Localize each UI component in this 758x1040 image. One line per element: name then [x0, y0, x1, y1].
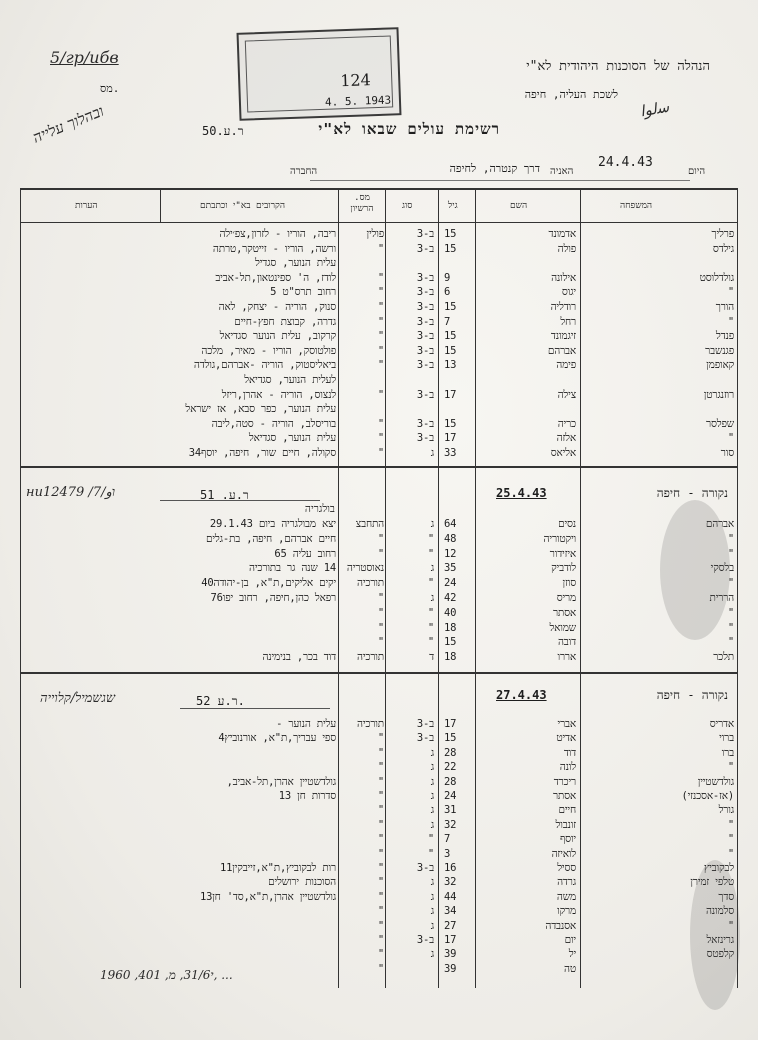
sec1-row-cell-cert: ": [377, 330, 384, 343]
sec2-row-cell-family: ": [727, 577, 734, 590]
sec3-row-cell-age: 39: [444, 962, 457, 975]
sec2-row-cell-type: ": [427, 606, 434, 619]
sec2-row-cell-age: 42: [444, 592, 457, 604]
sec3-row-cell-name: משה: [556, 890, 576, 903]
sec1-row-cell-rel: גדרה, קבוצת חפץ-חיים: [234, 315, 336, 328]
sec1-row-cell-rel: ביאליסטוק, הוריה -אברהם,גולדה: [193, 359, 336, 372]
sec3-row-cell-family: ברו: [721, 746, 734, 759]
sec3-row-cell-type: ג: [430, 919, 434, 932]
sec2-row-cell-cert: נאוסטריה: [346, 562, 384, 575]
sec3-row-cell-age: 28: [444, 775, 457, 788]
sec1-row-cell-family: ": [727, 315, 734, 328]
sec1-row-cell-name: פולה: [557, 242, 576, 255]
sec1-row-cell-rel: לעלית הנוער, סגדיאל: [244, 374, 336, 386]
sec2-row-cell-cert: ": [377, 532, 384, 545]
sec3-row-cell-type: ג: [430, 890, 434, 903]
sec3-row-cell-name: ריכרד: [553, 775, 576, 788]
sec3-row-cell-name: אברי: [557, 718, 576, 730]
sec1-row-cell-age: 33: [444, 447, 457, 459]
sec3-row-cell-rel: סדרות חן 13: [278, 790, 336, 802]
sec2-row-cell-cert: ": [377, 636, 384, 649]
sec3-row-cell-age: 16: [444, 862, 457, 874]
sec1-row-cell-cert: ": [377, 417, 384, 430]
sec3-row-cell-age: 39: [444, 948, 457, 961]
sec2-row-cell-cert: ": [377, 547, 384, 560]
sec3-row-cell-age: 22: [444, 761, 457, 774]
sec1-row-cell-rel: סנוק, הוריה - יצחק, לאה: [218, 301, 336, 313]
sec3-row-cell-name: טה: [564, 962, 576, 975]
sec1-row-cell-cert: ": [377, 242, 384, 255]
sec2-row-cell-type: ": [427, 577, 434, 590]
sec2-row-cell-age: 18: [444, 621, 457, 634]
sec3-row-cell-cert: ": [377, 746, 384, 759]
sec3-row-cell-cert: ": [377, 818, 384, 831]
section-divider-1: [20, 466, 738, 468]
col-header-cert: מס. הרשיון: [350, 193, 374, 214]
sec1-row-cell-cert: ": [377, 432, 384, 445]
sec2-row-cell-name: מריס: [556, 592, 576, 604]
sec3-row-cell-type: ב-3: [416, 862, 434, 874]
scan-stain: [690, 860, 740, 1010]
section-3-form-number: ר.ע 52.: [196, 694, 245, 708]
sec1-row-cell-family: גולדלוסט: [699, 271, 734, 284]
sec3-row-cell-family: סדך: [718, 890, 734, 903]
sec2-row-cell-name: שמואל: [549, 621, 576, 634]
sec2-row-cell-family: אברהם: [705, 518, 734, 530]
sec2-row-cell-type: ג: [430, 518, 434, 530]
sec3-row-cell-cert: ": [377, 775, 384, 788]
sec3-row-cell-age: 44: [444, 890, 457, 903]
sec3-row-cell-family: ברוי: [719, 732, 734, 745]
sec1-row-cell-family: פרליך: [711, 228, 734, 240]
sec1-row-cell-rel: לנצוס, הוריה - אהרן,ריזל: [221, 388, 336, 401]
sec1-row-cell-cert: ": [377, 388, 384, 401]
sec1-row-cell-name: אדמונד: [548, 228, 576, 240]
sec3-row-cell-cert: ": [377, 948, 384, 961]
sec2-row-cell-rel: דוד בכר, בנימינה: [262, 651, 336, 664]
sec3-row-cell-rel: גולדשטיין אהרן,ת"א,סד' חן13: [199, 890, 336, 903]
sec3-row-cell-name: דוד: [563, 746, 576, 759]
sec3-row-cell-type: ג: [430, 804, 434, 817]
sec2-row-cell-family: ": [727, 606, 734, 619]
sec2-row-cell-age: 12: [444, 547, 457, 560]
sec3-row-cell-type: ג: [430, 746, 434, 759]
table-top-border: [20, 188, 738, 190]
sec2-row-cell-cert: תורכיה: [357, 651, 384, 664]
sec2-row-cell-family: הררית: [709, 592, 734, 604]
department-name: לשכת העליה, חיפה: [524, 88, 618, 101]
sec2-row-cell-type: ": [427, 636, 434, 649]
file-reference: 5/гр/ибв: [50, 48, 119, 67]
sec2-row-cell-cert: ": [377, 621, 384, 634]
sec1-row-cell-type: ב-3: [416, 417, 434, 430]
sec3-row-cell-rel: עלית הנוער -: [276, 718, 336, 730]
sec3-row-cell-cert: ": [377, 862, 384, 874]
sec1-row-cell-type: ב-3: [416, 388, 434, 401]
sec1-row-cell-cert: ": [377, 315, 384, 328]
sec3-row-cell-cert: ": [377, 804, 384, 817]
stamp-number: 124: [339, 70, 372, 91]
sec3-row-cell-rel: הסוכנות ירושלים: [268, 876, 336, 889]
sec1-row-cell-rel: סקולה, חיים שור, חיפה, יוסף34: [188, 447, 336, 459]
sec3-row-cell-age: 31: [444, 804, 457, 817]
sec1-row-cell-rel: רחוב תרס"ט 5: [270, 286, 336, 299]
sec1-row-cell-type: ב-3: [416, 242, 434, 255]
ship-value: דרך קנטרה, לחיפה: [449, 162, 540, 175]
form-title: רשימת עולים שבאו לא"י: [318, 120, 500, 138]
sec1-row-cell-rel: עלית הנוער, כפר סבא, אז ישראל: [185, 403, 336, 416]
sec2-row-cell-family: ": [727, 532, 734, 545]
sec3-row-cell-family: ": [727, 761, 734, 774]
sec1-row-cell-name: פימה: [556, 359, 576, 372]
sec2-row-cell-name: נסים: [558, 518, 576, 530]
sec2-row-cell-name: אסתר: [552, 606, 576, 619]
sec1-row-cell-age: 15: [444, 417, 457, 430]
sec3-row-cell-type: ג: [430, 775, 434, 788]
sec3-row-cell-family: ": [727, 847, 734, 860]
sec1-row-cell-name: יגוס: [561, 286, 576, 299]
sec1-row-cell-name: כריה: [557, 417, 576, 430]
sec3-row-cell-cert: ": [377, 847, 384, 860]
sec2-row-cell-family: תלכר: [713, 651, 734, 664]
table-header-border: [20, 222, 738, 223]
sec1-row-cell-rel: קרקוב, עלית הנוער סגדיאל: [219, 330, 336, 343]
sec1-row-cell-type: ב-3: [416, 286, 434, 299]
sec1-row-cell-age: 15: [444, 344, 457, 357]
scan-stain: [660, 500, 730, 640]
stamp-date: 4. 5. 1943: [324, 93, 392, 109]
sec1-row-cell-age: 6: [444, 286, 451, 299]
handwritten-note: ובהלוך עלייה: [30, 101, 107, 147]
sec1-row-cell-family: פגנשבר: [705, 344, 734, 357]
sec1-row-cell-type: ב-3: [416, 301, 434, 313]
sec1-row-cell-age: 7: [444, 315, 451, 328]
sec1-row-cell-family: ": [727, 432, 734, 445]
sec3-row-cell-cert: ": [377, 934, 384, 946]
sec1-row-cell-family: שפלסר: [706, 417, 734, 430]
sec2-row-cell-age: 48: [444, 532, 457, 545]
sec1-row-cell-rel: לודז, ה' ספינטאון,תל-אביב: [215, 271, 336, 284]
sec1-row-cell-name: אלזה: [556, 432, 576, 445]
sec3-row-cell-family: טלפי זמירן: [690, 876, 734, 889]
sec2-row-cell-rel: 14 שנה גר בתורכיה: [249, 562, 336, 575]
section-3-date: 27.4.43: [496, 688, 547, 702]
sec1-row-cell-rel: ריבה, הוריו - לזרון,צפ׳ילה: [219, 228, 336, 240]
sec1-row-cell-rel: עלית הנוער, סגדיאל: [248, 432, 336, 445]
sec3-row-cell-name: לונה: [559, 761, 576, 774]
date-value: 24.4.43: [598, 155, 653, 170]
sec2-row-cell-age: 24: [444, 577, 457, 590]
sec1-row-cell-name: רודליה: [550, 301, 576, 313]
sec2-row-cell-name: סוזן: [562, 577, 576, 590]
col-header-relatives: הקרובים בא"י וכתבתם: [200, 201, 286, 211]
sec3-row-cell-cert: ": [377, 876, 384, 889]
section-3-handwritten-ref: שגשמיל/קלוייה: [40, 691, 116, 706]
sec3-row-cell-family: ": [727, 919, 734, 932]
sec3-row-cell-name: לואיזה: [551, 847, 576, 860]
sec2-row-cell-rel: יקים אליקים,ת"א, בן-יהודה40: [201, 577, 336, 590]
sec1-row-cell-rel: בוריסלב, הוריה - סטה,ליבה: [211, 417, 336, 430]
sec3-row-cell-age: 32: [444, 876, 457, 889]
sec3-row-cell-family: גולדשטיין: [697, 775, 734, 788]
sec2-row-cell-age: 35: [444, 562, 457, 575]
sec1-row-cell-age: 9: [444, 271, 451, 284]
sec1-row-cell-family: קאופמן: [706, 359, 734, 372]
sec3-row-cell-name: יום: [564, 934, 576, 946]
sec2-row-cell-rel: יצא מבולגריה ביום 29.1.43: [209, 518, 336, 530]
sec3-row-cell-age: 7: [444, 833, 451, 846]
sec3-row-cell-family: גרינזאל: [706, 934, 734, 946]
sec2-row-cell-family: בלסקי: [710, 562, 734, 575]
sec3-row-cell-cert: ": [377, 919, 384, 932]
sec3-row-cell-rel: ספי עבריך,ת"א, אורנוביץ4: [218, 732, 336, 745]
sec1-row-cell-cert: ": [377, 271, 384, 284]
sec2-row-cell-name: דובה: [557, 636, 576, 649]
sec3-row-cell-family: ": [727, 818, 734, 831]
sec1-row-cell-rel: עלית הנוער, סגדיל: [255, 257, 336, 270]
sec3-row-cell-family: אדריס: [709, 718, 734, 730]
sec3-row-cell-name: יוסף: [559, 833, 576, 846]
sec3-row-cell-rel: גולדשטיין אהרן,תל-אביב,: [226, 775, 336, 788]
sec1-row-cell-family: רוזנגרטן: [703, 388, 734, 401]
sec3-row-cell-family: (אז-אסכנזי): [681, 790, 734, 802]
sec1-row-cell-age: 17: [444, 388, 457, 401]
sec3-row-cell-type: ג: [430, 818, 434, 831]
sec3-row-cell-cert: ": [377, 890, 384, 903]
sec3-row-cell-age: 17: [444, 934, 457, 946]
sec3-row-cell-cert: ": [377, 761, 384, 774]
sec1-row-cell-family: סור: [720, 447, 734, 459]
sec3-row-cell-age: 28: [444, 746, 457, 759]
section-2-handwritten-ref: ниוو/7/ 12479: [26, 485, 116, 500]
sec3-row-cell-type: ב-3: [416, 934, 434, 946]
sec2-row-cell-rel: רחוב עליה 65: [274, 547, 336, 560]
sec3-row-cell-family: קלפטס: [706, 948, 734, 961]
sec2-row-cell-type: ": [427, 547, 434, 560]
sec1-row-cell-type: ג: [430, 447, 434, 459]
sec3-row-cell-family: ": [727, 833, 734, 846]
sec3-row-cell-age: 32: [444, 818, 457, 831]
sec3-row-cell-type: ג: [430, 761, 434, 774]
col-header-name: השם: [510, 201, 528, 211]
sec2-row-cell-age: 40: [444, 606, 457, 619]
sec3-row-cell-age: 27: [444, 919, 457, 932]
ship-label: האניה: [550, 166, 574, 177]
sec1-row-cell-name: רחל: [560, 315, 576, 328]
bottom-handwriting: י31/6, מ, 401, 1960, ...: [100, 968, 233, 982]
sec3-row-cell-age: 34: [444, 905, 457, 918]
sec1-row-cell-age: 17: [444, 432, 457, 445]
sec3-row-cell-type: ג: [430, 948, 434, 961]
sec3-row-cell-age: 24: [444, 790, 457, 802]
sec3-row-cell-cert: ": [377, 790, 384, 802]
sec1-row-cell-name: אברהם: [547, 344, 576, 357]
sec3-row-cell-cert: תורכיה: [357, 718, 384, 730]
sec3-row-cell-type: ": [427, 833, 434, 846]
sec2-row-cell-type: ד: [429, 651, 434, 664]
sec1-row-cell-cert: פולין: [366, 228, 384, 240]
sec2-row-cell-cert: התחבצ: [355, 518, 384, 530]
col-header-type: סוג: [402, 201, 413, 211]
sec1-row-cell-type: ב-3: [416, 228, 434, 240]
sec3-row-cell-type: ב-3: [416, 732, 434, 745]
registration-stamp: [237, 27, 402, 121]
sec3-row-cell-type: ": [427, 847, 434, 860]
sec3-row-cell-name: גרדה: [557, 876, 576, 889]
sec1-row-cell-rel: פולטוסק, הוריו - מאיר, מלכה: [201, 344, 336, 357]
col-header-family: המשפחה: [620, 201, 653, 211]
sec3-row-cell-family: לבקוביץ: [703, 862, 734, 874]
sec1-row-cell-type: ב-3: [416, 315, 434, 328]
sec3-row-cell-cert: ": [377, 962, 384, 975]
sec2-row-cell-type: ג: [430, 592, 434, 604]
section-3-route: נקורה - חיפה: [656, 688, 728, 702]
sec1-row-cell-cert: ": [377, 359, 384, 372]
sec2-row-cell-name: איזידור: [549, 547, 576, 560]
sec2-row-cell-age: 64: [444, 518, 457, 530]
sec1-row-cell-name: אליאס: [550, 447, 576, 459]
sec3-row-cell-rel: רות לבקוביץ,ת"א,זייבקין11: [220, 862, 336, 874]
col-header-notes: הערות: [75, 201, 98, 211]
sec1-row-cell-type: ב-3: [416, 271, 434, 284]
sec1-row-cell-family: ": [727, 286, 734, 299]
signature: ﺳﻟﻮﺍ: [638, 97, 671, 121]
sec3-row-cell-name: יל: [568, 948, 576, 961]
sec1-row-cell-name: צילה: [557, 388, 576, 401]
sec1-row-cell-name: אילונה: [551, 271, 576, 284]
sec3-row-cell-name: ססיל: [557, 862, 576, 874]
sec3-row-cell-name: אסנבדה: [545, 919, 576, 932]
sec3-row-cell-age: 15: [444, 732, 457, 745]
sec1-row-cell-age: 13: [444, 359, 457, 372]
section-2-form-number: ר.ע. 51: [200, 488, 249, 502]
sec1-row-cell-cert: ": [377, 286, 384, 299]
sec2-row-cell-type: ג: [430, 562, 434, 575]
col-header-age: גיל: [448, 201, 458, 211]
sec1-row-cell-type: ב-3: [416, 359, 434, 372]
company-label: החברה: [290, 166, 318, 177]
sec1-row-cell-cert: ": [377, 344, 384, 357]
section-2-date: 25.4.43: [496, 486, 547, 500]
sec2-row-cell-age: 15: [444, 636, 457, 649]
sec2-row-cell-family: ": [727, 547, 734, 560]
sec1-row-cell-age: 15: [444, 228, 457, 240]
sec2-row-cell-cert: ": [377, 606, 384, 619]
sec2-row-cell-family: ": [727, 621, 734, 634]
section-divider-2: [20, 672, 738, 674]
sec3-row-cell-family: גורל: [718, 804, 734, 817]
sec2-row-cell-name: ויקטוריה: [543, 532, 576, 545]
sec1-row-cell-cert: ": [377, 301, 384, 313]
sec3-row-cell-age: 3: [444, 847, 451, 860]
sec1-row-cell-age: 15: [444, 330, 457, 343]
sec2-row-cell-name: אררו: [557, 651, 576, 664]
sec3-row-cell-cert: ": [377, 905, 384, 918]
sec1-row-cell-rel: ורשה, הוריו - זייטקר,טרתה: [212, 242, 336, 255]
sec1-row-cell-cert: ": [377, 447, 384, 459]
sec1-row-cell-family: פנדל: [715, 330, 734, 343]
section-2-route: נקורה - חיפה: [656, 486, 728, 500]
sec3-row-cell-name: חיים: [558, 804, 576, 817]
sec1-row-cell-family: הורך: [715, 301, 734, 313]
sec1-row-cell-family: גילדס: [712, 242, 734, 255]
agency-title: הנהלה של הסוכנות היהודית לא"י: [526, 59, 710, 74]
sec3-row-cell-name: מרקו: [557, 905, 576, 918]
sec1-row-cell-name: זיגמונד: [550, 330, 576, 343]
sec2-row-cell-name: לודביק: [551, 562, 576, 575]
sec3-row-cell-age: 17: [444, 718, 457, 730]
section-2-origin: בולגריה: [304, 503, 335, 515]
sec2-row-cell-cert: תורכיה: [357, 577, 384, 590]
sec3-row-cell-type: ג: [430, 790, 434, 802]
sec3-row-cell-name: אדיט: [556, 732, 576, 745]
sec3-row-cell-cert: ": [377, 833, 384, 846]
sec2-row-cell-type: ": [427, 532, 434, 545]
sec3-row-cell-name: אסתר: [552, 790, 576, 802]
sec2-row-cell-type: ": [427, 621, 434, 634]
sec1-row-cell-age: 15: [444, 301, 457, 313]
sec1-row-cell-age: 15: [444, 242, 457, 255]
sec3-row-cell-type: ג: [430, 876, 434, 889]
sec2-row-cell-cert: ": [377, 592, 384, 604]
file-reference-label: מס.: [100, 82, 120, 95]
sec3-row-cell-type: ב-3: [416, 718, 434, 730]
sec2-row-cell-family: ": [727, 636, 734, 649]
sec1-row-cell-type: ב-3: [416, 344, 434, 357]
form-number: ר.ע.50: [202, 124, 244, 138]
sec3-row-cell-type: ג: [430, 905, 434, 918]
sec2-row-cell-rel: רפאל כהן,חיפה, רחוב יפו76: [210, 592, 336, 604]
sec3-row-cell-name: זונבול: [555, 818, 576, 831]
sec2-row-cell-age: 18: [444, 651, 457, 664]
sec2-row-cell-rel: חיים אברהם, חיפה, בת-גלים: [206, 532, 336, 545]
sec1-row-cell-type: ב-3: [416, 330, 434, 343]
date-label: היום: [688, 166, 706, 177]
sec3-row-cell-family: סלמונה: [705, 905, 734, 918]
sec1-row-cell-type: ב-3: [416, 432, 434, 445]
sec3-row-cell-cert: ": [377, 732, 384, 745]
